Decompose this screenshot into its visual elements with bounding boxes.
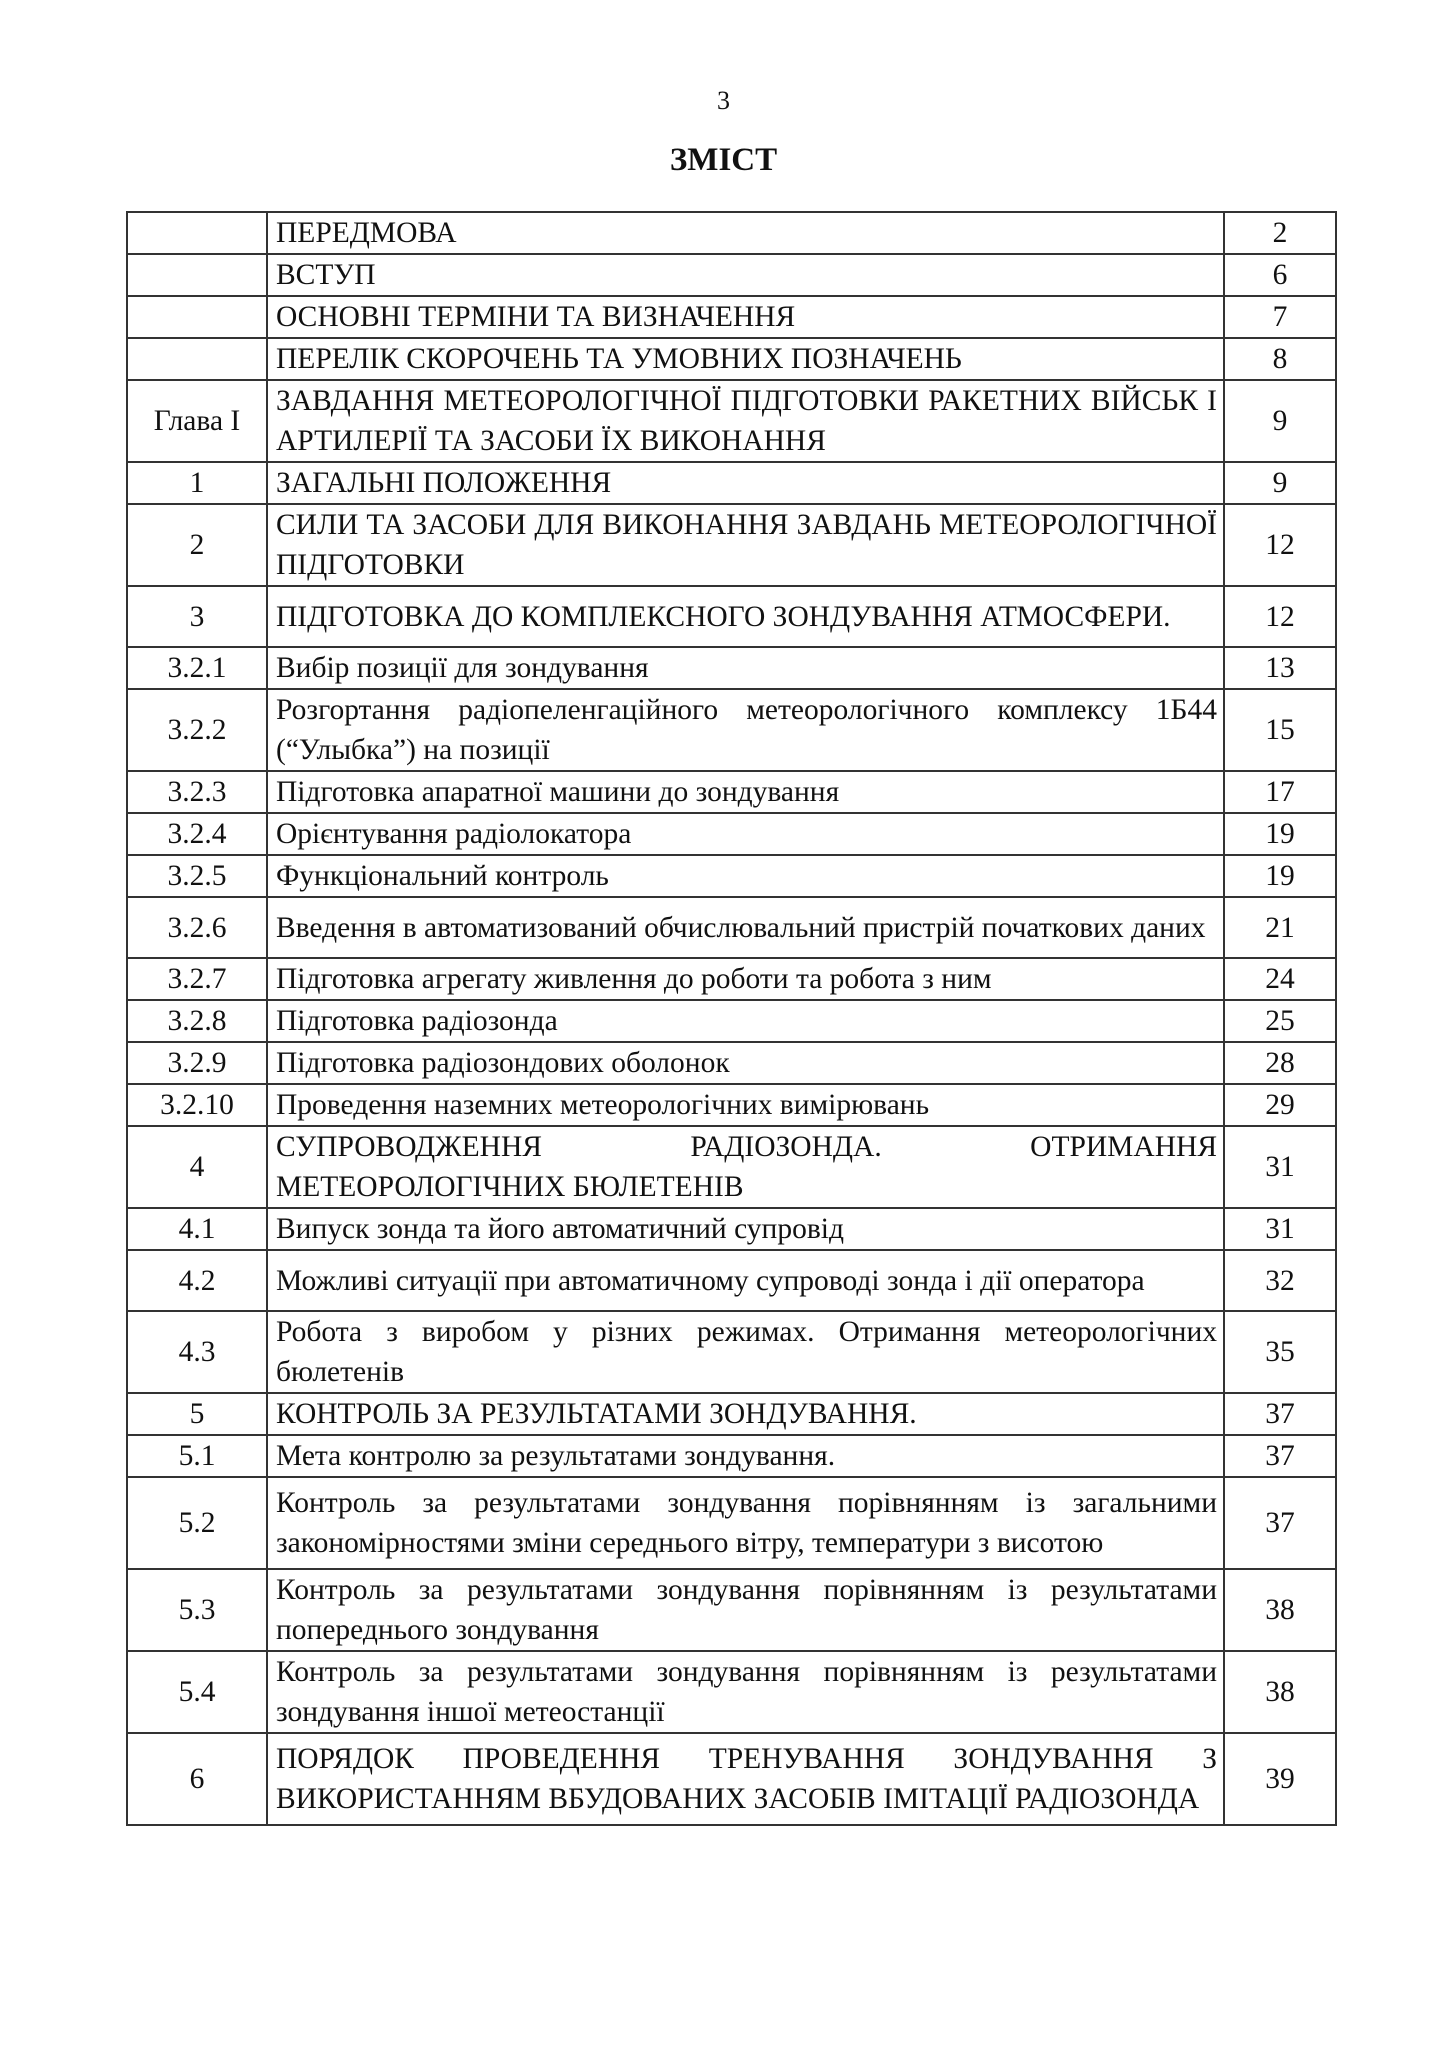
toc-section-number: 3.2.6 <box>127 897 267 958</box>
toc-row <box>127 1311 1336 1393</box>
toc-page-number: 37 <box>1224 1477 1336 1569</box>
toc-row <box>127 1733 1336 1825</box>
toc-section-number: 6 <box>127 1733 267 1825</box>
toc-section-number: 5.3 <box>127 1569 267 1651</box>
toc-page-number: 31 <box>1224 1208 1336 1250</box>
toc-section-title: Можливі ситуації при автоматичному супроводі зонда і дії оператора <box>267 1250 1224 1311</box>
toc-page-number: 15 <box>1224 689 1336 771</box>
toc-section-title: Мета контролю за результатами зондування. <box>267 1435 1224 1477</box>
toc-section-number: 3.2.9 <box>127 1042 267 1084</box>
toc-section-title: Вибір позиції для зондування <box>267 647 1224 689</box>
toc-page-number: 32 <box>1224 1250 1336 1311</box>
toc-section-title: Підготовка агрегату живлення до роботи та робота з ним <box>267 958 1224 1000</box>
toc-section-number: 3.2.3 <box>127 771 267 813</box>
table-of-contents <box>126 211 1337 1826</box>
toc-section-title: ПЕРЕДМОВА <box>267 212 1224 254</box>
toc-page-number: 24 <box>1224 958 1336 1000</box>
toc-section-number <box>127 338 267 380</box>
toc-row <box>127 1477 1336 1569</box>
toc-row <box>127 462 1336 504</box>
toc-section-title: Підготовка радіозондових оболонок <box>267 1042 1224 1084</box>
toc-page-number: 29 <box>1224 1084 1336 1126</box>
toc-row <box>127 855 1336 897</box>
toc-section-number: 3 <box>127 586 267 647</box>
toc-section-title: Контроль за результатами зондування порівнянням із загальними закономірностями зміни середнього вітру, температури з висотою <box>267 1477 1224 1569</box>
toc-row <box>127 897 1336 958</box>
toc-section-title: Випуск зонда та його автоматичний супровід <box>267 1208 1224 1250</box>
toc-section-title: Контроль за результатами зондування порівнянням із результатами зондування іншої метеостанції <box>267 1651 1224 1733</box>
toc-page-number: 6 <box>1224 254 1336 296</box>
toc-section-number: 3.2.2 <box>127 689 267 771</box>
toc-section-title: ПОРЯДОК ПРОВЕДЕННЯ ТРЕНУВАННЯ ЗОНДУВАННЯ З ВИКОРИСТАННЯМ ВБУДОВАНИХ ЗАСОБІВ ІМІТАЦІЇ РАДІОЗОНДА <box>267 1733 1224 1825</box>
document-title: ЗМІСТ <box>669 142 778 178</box>
toc-section-number: 5.4 <box>127 1651 267 1733</box>
toc-section-title: ПІДГОТОВКА ДО КОМПЛЕКСНОГО ЗОНДУВАННЯ АТМОСФЕРИ. <box>267 586 1224 647</box>
toc-row <box>127 1084 1336 1126</box>
toc-section-title: Підготовка радіозонда <box>267 1000 1224 1042</box>
toc-section-title: ОСНОВНІ ТЕРМІНИ ТА ВИЗНАЧЕННЯ <box>267 296 1224 338</box>
toc-row <box>127 1000 1336 1042</box>
toc-page-number: 39 <box>1224 1733 1336 1825</box>
toc-page-number: 13 <box>1224 647 1336 689</box>
toc-page-number: 9 <box>1224 462 1336 504</box>
toc-section-number: 3.2.10 <box>127 1084 267 1126</box>
toc-section-title: СИЛИ ТА ЗАСОБИ ДЛЯ ВИКОНАННЯ ЗАВДАНЬ МЕТЕОРОЛОГІЧНОЇ ПІДГОТОВКИ <box>267 504 1224 586</box>
toc-section-title: ПЕРЕЛІК СКОРОЧЕНЬ ТА УМОВНИХ ПОЗНАЧЕНЬ <box>267 338 1224 380</box>
toc-page-number: 19 <box>1224 813 1336 855</box>
toc-row <box>127 504 1336 586</box>
toc-section-number: 3.2.1 <box>127 647 267 689</box>
toc-row <box>127 1651 1336 1733</box>
toc-section-number <box>127 254 267 296</box>
toc-page-number: 2 <box>1224 212 1336 254</box>
toc-page-number: 31 <box>1224 1126 1336 1208</box>
toc-section-title: Орієнтування радіолокатора <box>267 813 1224 855</box>
toc-row <box>127 1042 1336 1084</box>
toc-page-number: 25 <box>1224 1000 1336 1042</box>
toc-page-number: 12 <box>1224 504 1336 586</box>
toc-page-number: 19 <box>1224 855 1336 897</box>
toc-page-number: 21 <box>1224 897 1336 958</box>
toc-row <box>127 338 1336 380</box>
toc-section-number: 3.2.7 <box>127 958 267 1000</box>
toc-page-number: 12 <box>1224 586 1336 647</box>
toc-section-title: Введення в автоматизований обчислювальний пристрій початкових даних <box>267 897 1224 958</box>
toc-section-number: 4.2 <box>127 1250 267 1311</box>
toc-section-number: 3.2.4 <box>127 813 267 855</box>
toc-page-number: 9 <box>1224 380 1336 462</box>
toc-section-number: 3.2.8 <box>127 1000 267 1042</box>
toc-page-number: 38 <box>1224 1569 1336 1651</box>
toc-page-number: 7 <box>1224 296 1336 338</box>
toc-section-title: ВСТУП <box>267 254 1224 296</box>
toc-row <box>127 212 1336 254</box>
toc-row <box>127 254 1336 296</box>
toc-section-title: СУПРОВОДЖЕННЯ РАДІОЗОНДА. ОТРИМАННЯ МЕТЕОРОЛОГІЧНИХ БЮЛЕТЕНІВ <box>267 1126 1224 1208</box>
toc-row <box>127 1126 1336 1208</box>
toc-section-number: 3.2.5 <box>127 855 267 897</box>
toc-section-title: Функціональний контроль <box>267 855 1224 897</box>
toc-row <box>127 380 1336 462</box>
toc-page-number: 8 <box>1224 338 1336 380</box>
toc-row <box>127 771 1336 813</box>
toc-section-title: Контроль за результатами зондування порівнянням із результатами попереднього зондування <box>267 1569 1224 1651</box>
toc-row <box>127 958 1336 1000</box>
toc-section-title: ЗАВДАННЯ МЕТЕОРОЛОГІЧНОЇ ПІДГОТОВКИ РАКЕТНИХ ВІЙСЬК І АРТИЛЕРІЇ ТА ЗАСОБИ ЇХ ВИКОНАННЯ <box>267 380 1224 462</box>
toc-row <box>127 1208 1336 1250</box>
toc-row <box>127 813 1336 855</box>
toc-section-number: 4.1 <box>127 1208 267 1250</box>
toc-section-title: Підготовка апаратної машини до зондування <box>267 771 1224 813</box>
toc-row <box>127 296 1336 338</box>
toc-row <box>127 689 1336 771</box>
toc-section-number: 2 <box>127 504 267 586</box>
toc-row <box>127 1435 1336 1477</box>
page-number: 3 <box>717 86 730 115</box>
toc-row <box>127 647 1336 689</box>
toc-section-number: 5 <box>127 1393 267 1435</box>
toc-section-title: КОНТРОЛЬ ЗА РЕЗУЛЬТАТАМИ ЗОНДУВАННЯ. <box>267 1393 1224 1435</box>
toc-row <box>127 1250 1336 1311</box>
toc-section-title: Робота з виробом у різних режимах. Отримання метеорологічних бюлетенів <box>267 1311 1224 1393</box>
toc-section-number: 4 <box>127 1126 267 1208</box>
toc-section-number: Глава І <box>127 380 267 462</box>
toc-section-title: ЗАГАЛЬНІ ПОЛОЖЕННЯ <box>267 462 1224 504</box>
toc-section-number <box>127 296 267 338</box>
toc-page-number: 37 <box>1224 1435 1336 1477</box>
toc-page-number: 28 <box>1224 1042 1336 1084</box>
toc-page-number: 38 <box>1224 1651 1336 1733</box>
toc-row <box>127 1569 1336 1651</box>
toc-section-number: 4.3 <box>127 1311 267 1393</box>
toc-row <box>127 1393 1336 1435</box>
toc-body <box>127 212 1336 1825</box>
toc-section-number <box>127 212 267 254</box>
toc-section-number: 5.1 <box>127 1435 267 1477</box>
toc-page-number: 35 <box>1224 1311 1336 1393</box>
toc-page-number: 37 <box>1224 1393 1336 1435</box>
toc-page-number: 17 <box>1224 771 1336 813</box>
toc-section-title: Проведення наземних метеорологічних вимірювань <box>267 1084 1224 1126</box>
toc-section-number: 5.2 <box>127 1477 267 1569</box>
toc-section-number: 1 <box>127 462 267 504</box>
toc-row <box>127 586 1336 647</box>
toc-section-title: Розгортання радіопеленгаційного метеорологічного комплексу 1Б44 (“Улыбка”) на позиції <box>267 689 1224 771</box>
